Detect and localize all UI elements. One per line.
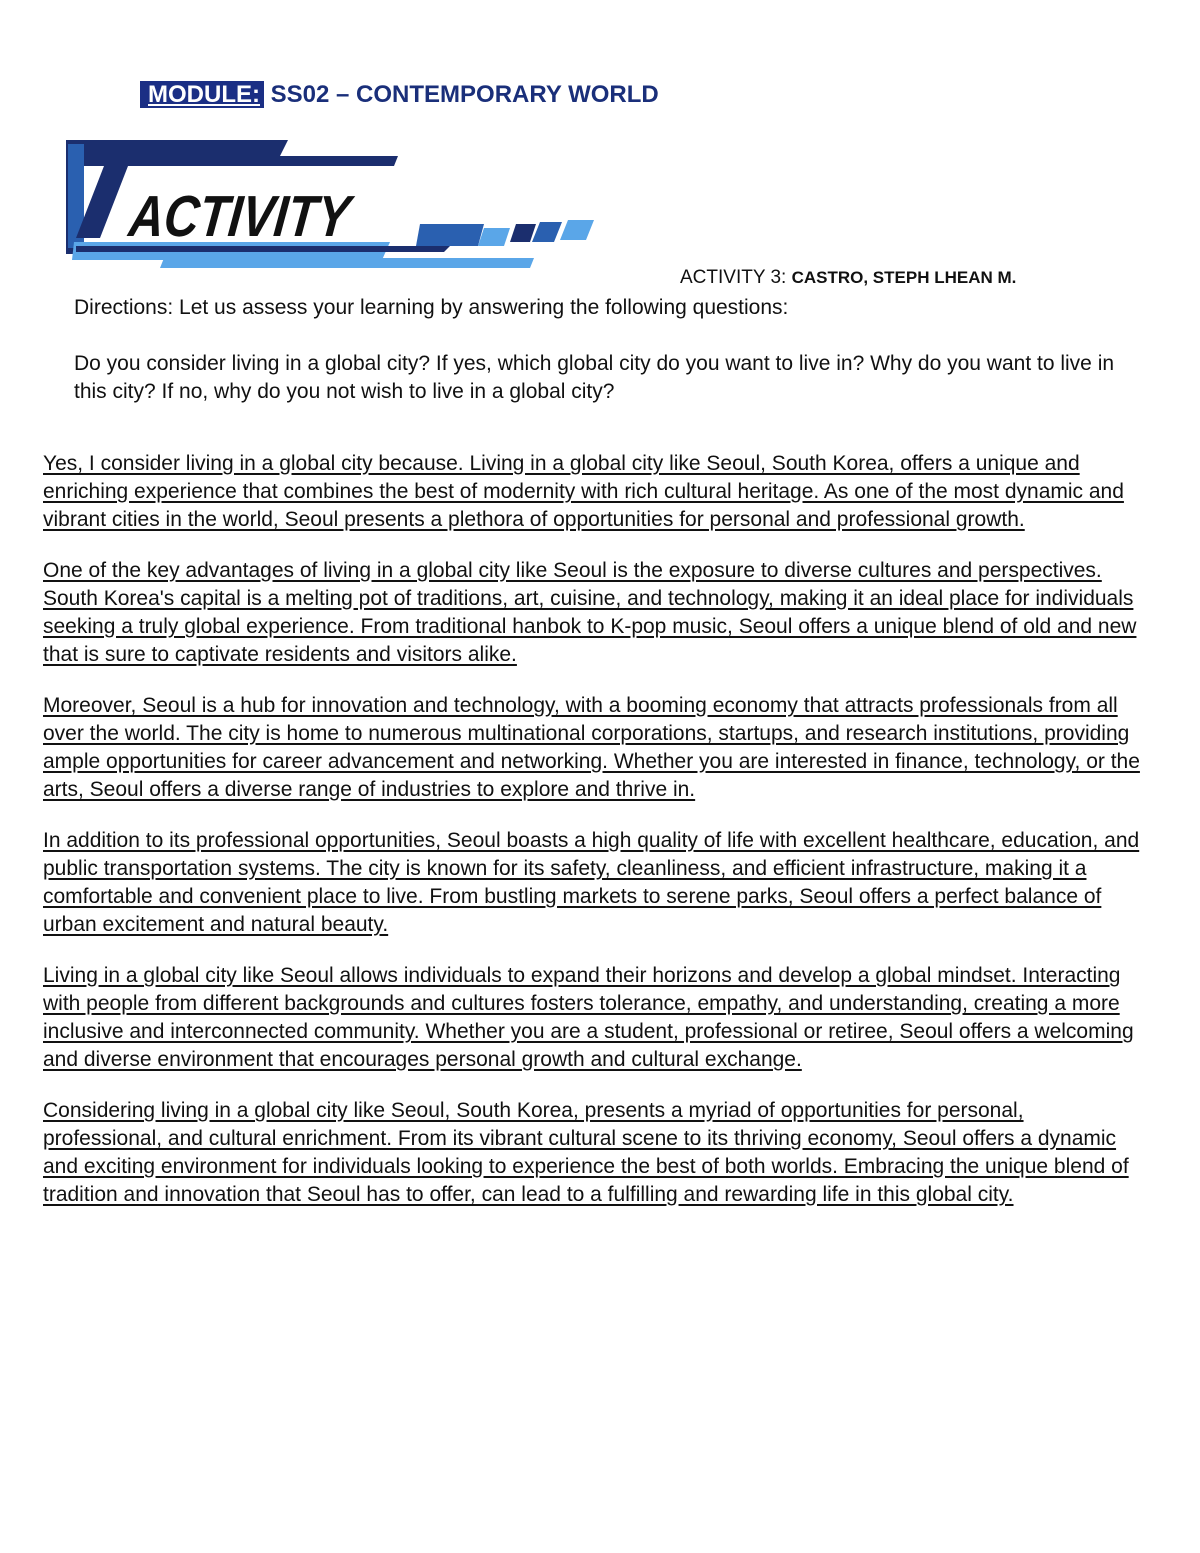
activity-label: ACTIVITY 3:	[680, 267, 792, 288]
answer-paragraph: In addition to its professional opportunities, Seoul boasts a high quality of life with excellent healthcare, education, and public transportation systems. The city is known for its safety, cleanliness, and efficient infrastructure, making it a comfortable and convenient place to live. From bustling markets to serene parks, Seoul offers a perfect balance of urban excitement and natural beauty.	[43, 829, 1140, 936]
directions-text: Directions: Let us assess your learning by answering the following questions:	[74, 296, 789, 319]
banner-tab-1	[416, 224, 484, 246]
module-label: MODULE:	[140, 81, 264, 108]
banner-title: ACTIVITY	[126, 184, 398, 249]
question-text: Do you consider living in a global city? If yes, which global city do you want to live in? Why do you want to live in this city? If no, why do you not wish to live in a global city?	[74, 352, 1115, 403]
answer-paragraph: One of the key advantages of living in a global city like Seoul is the exposure to diverse cultures and perspectives. South Korea's capital is a melting pot of traditions, art, cuisine, and technology, making it an ideal place for individuals seeking a truly global experience. From traditional hanbok to K-pop music, Seoul offers a unique blend of old and new that is sure to captivate residents and visitors alike.	[43, 559, 1137, 666]
module-title: SS02 – CONTEMPORARY WORLD	[263, 81, 659, 108]
answer-paragraph: Considering living in a global city like Seoul, South Korea, presents a myriad of opportunities for personal, professional, and cultural enrichment. From its vibrant cultural scene to its thriving economy, Seoul offers a dynamic and exciting environment for individuals looking to experience the best of both worlds. Embracing the unique blend of tradition and innovation that Seoul has to offer, can lead to a fulfilling and rewarding life in this global city.	[43, 1099, 1129, 1206]
answer-paragraph: Yes, I consider living in a global city because. Living in a global city like Seoul, South Korea, offers a unique and enriching experience that combines the best of modernity with rich cultural heritage. As one of the most dynamic and vibrant cities in the world, Seoul presents a plethora of opportunities for personal and professional growth.	[43, 452, 1124, 531]
activity-banner	[64, 136, 604, 276]
student-name: CASTRO, STEPH LHEAN M.	[791, 268, 1017, 287]
answer-body	[43, 450, 1143, 1232]
module-heading	[140, 80, 659, 110]
banner-tab-2	[478, 228, 510, 246]
answer-paragraph: Living in a global city like Seoul allows individuals to expand their horizons and develop a global mindset. Interacting with people from different backgrounds and cultures fosters tolerance, empathy, and understanding, creating a more inclusive and interconnected community. Whether you are a student, professional or retiree, Seoul offers a welcoming and diverse environment that encourages personal growth and cultural exchange.	[43, 964, 1134, 1071]
answer-paragraph: Moreover, Seoul is a hub for innovation and technology, with a booming economy that attracts professionals from all over the world. The city is home to numerous multinational corporations, startups, and research institutions, providing ample opportunities for career advancement and networking. Whether you are interested in finance, technology, or the arts, Seoul offers a diverse range of industries to explore and thrive in.	[43, 694, 1140, 801]
banner-tab-5	[560, 220, 594, 240]
banner-tab-3	[510, 224, 536, 242]
banner-light-tail	[160, 258, 534, 268]
banner-tab-4	[532, 222, 562, 242]
activity-header	[680, 266, 1016, 290]
